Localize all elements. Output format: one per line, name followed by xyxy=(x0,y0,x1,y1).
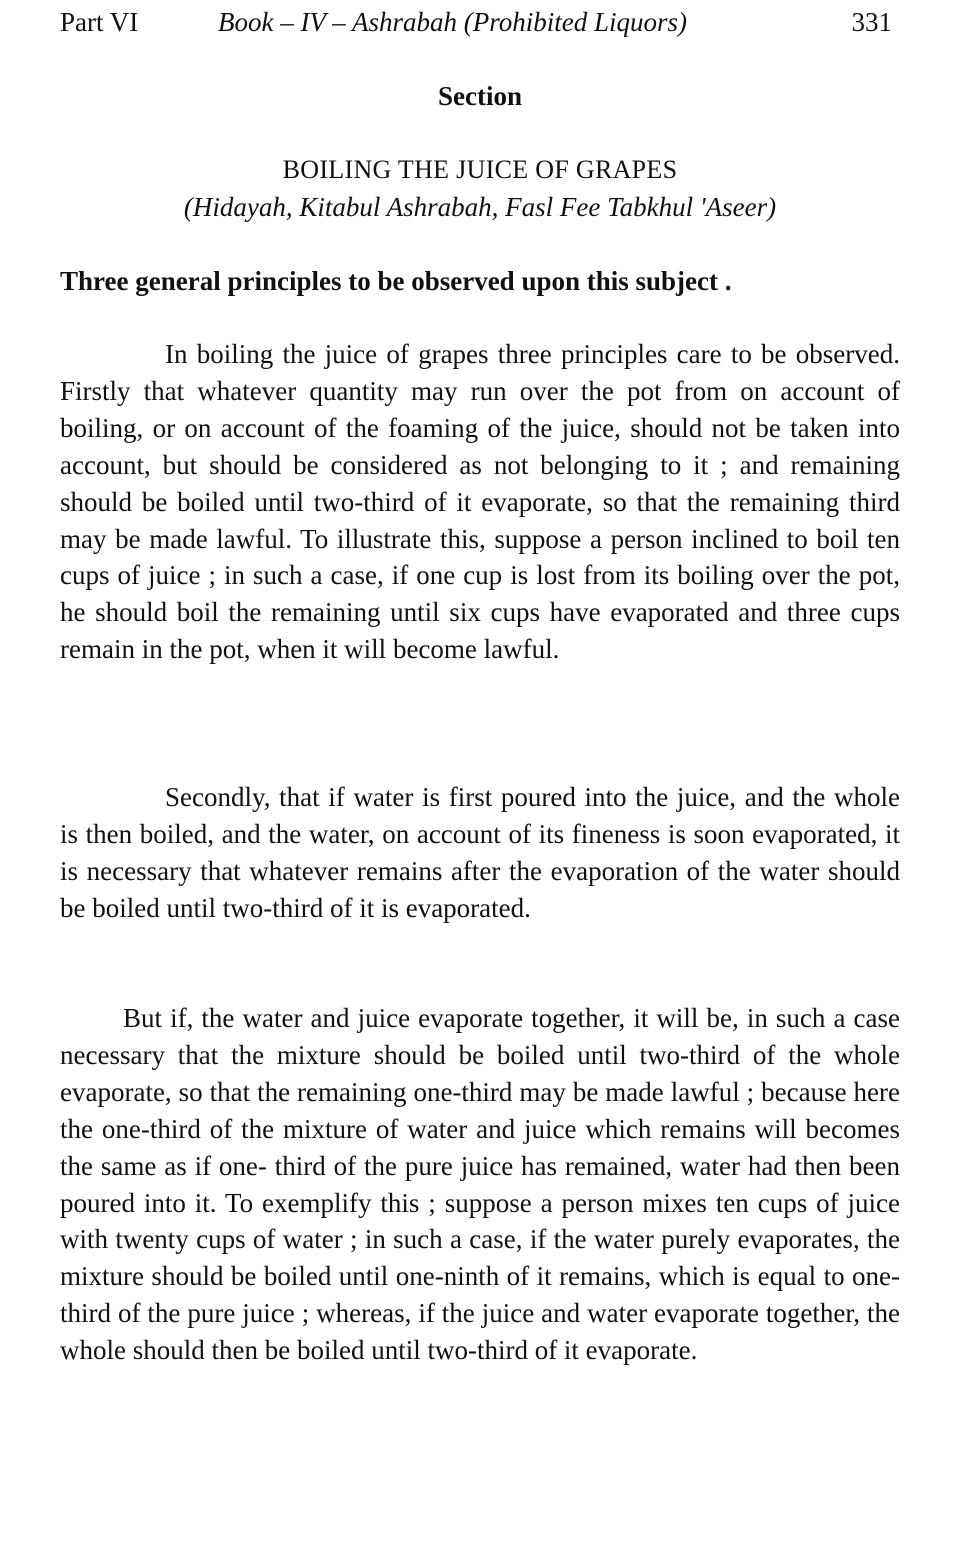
paragraph-second-principle: Secondly, that if water is first poured into the juice, and the whole is then boiled, and the water, on account of its fineness is soon evaporated, it is necessary that whatever remains after the evaporation of the water should be boiled until two-third of it is evaporated. xyxy=(60,782,900,923)
section-label: Section xyxy=(438,81,522,111)
running-head-title: Book – IV – Ashrabah (Prohibited Liquors) xyxy=(218,7,687,37)
chapter-title: BOILING THE JUICE OF GRAPES xyxy=(282,155,678,184)
page-number: 331 xyxy=(851,7,892,37)
subheading: Three general principles to be observed upon this subject . xyxy=(60,266,732,296)
source-reference: (Hidayah, Kitabul Ashrabah, Fasl Fee Tabkhul 'Aseer) xyxy=(183,192,777,222)
paragraph-third-principle: But if, the water and juice evaporate together, it will be, in such a case necessary that the mixture should be boiled until two-third of the whole evaporate, so that the remaining one-third may be made lawful ; because here the one-third of the mixture of water and juice which remains will becomes the same as if one- third of the pure juice has remained, water had then been poured into it. To exemplify this ; suppose a person mixes ten cups of juice with twenty cups of water ; in such a case, if the water purely evaporates, the mixture should be boiled until one-ninth of it remains, which is equal to one-third of the pure juice ; whereas, if the juice and water evaporate together, the whole should then be boiled until two-third of it evaporate. xyxy=(60,1003,900,1366)
running-head-part: Part VI xyxy=(60,7,139,37)
paragraph-first-principle: In boiling the juice of grapes three principles care to be observed. Firstly that whatever quantity may run over the pot from on account of boiling, or on account of the foaming of the juice, should not be taken into account, but should be considered as not belonging to it ; and remaining should be boiled until two-third of it evaporate, so that the remaining third may be made lawful. To illustrate this, suppose a person inclined to boil ten cups of juice ; in such a case, if one cup is lost from its boiling over the pot, he should boil the remaining until six cups have evaporated and three cups remain in the pot, when it will become lawful. xyxy=(60,339,900,665)
running-head xyxy=(60,4,892,40)
